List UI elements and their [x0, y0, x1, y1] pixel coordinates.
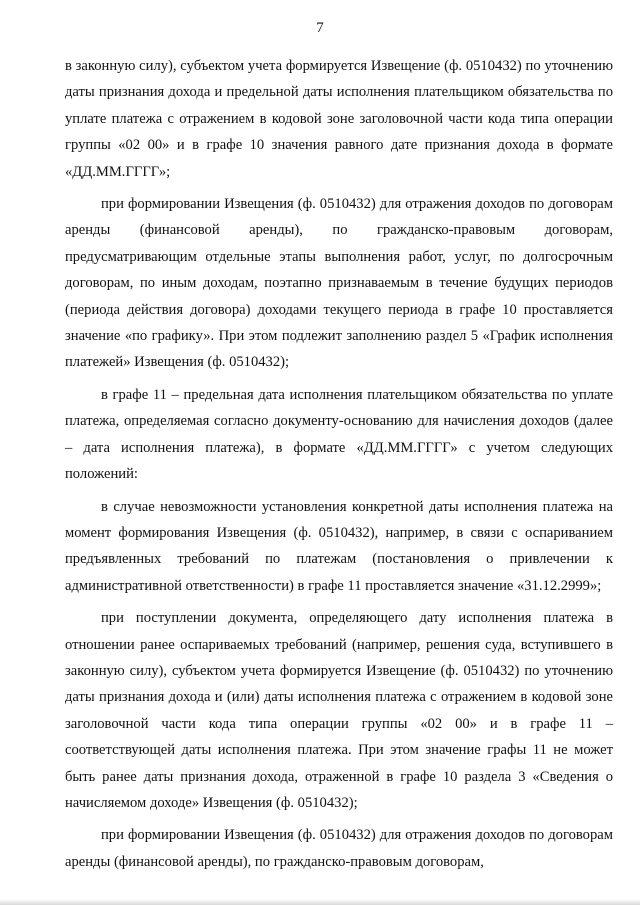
document-body	[65, 53, 613, 881]
paragraph-continuation: в законную силу), субъектом учета формируется Извещение (ф. 0510432) по уточнению даты признания дохода и предельной даты исполнения плательщиком обязательства по уплате платежа с отражением в кодовой зоне заголовочной части кода типа операции группы «02 00» и в графе 10 значения равного дате признания дохода в формате «ДД.ММ.ГГГГ»;	[65, 58, 613, 180]
page-number: 7	[316, 20, 324, 36]
paragraph-column-11-deadline: в графе 11 – предельная дата исполнения плательщиком обязательства по уплате платежа, определяемая согласно документу-основанию для начисления доходов (далее – дата исполнения платежа), в формате «ДД.ММ.ГГГГ» с учетом следующих положений:	[65, 386, 613, 483]
paragraph-undetermined-date: в случае невозможности установления конкретной даты исполнения платежа на момент формирования Извещения (ф. 0510432), например, в связи с оспариванием предъявленных требований по платежам (постановления о привлечении к административной ответственности) в графе 11 проставляется значение «31.12.2999»;	[65, 498, 613, 594]
paragraph-disputed-claims: при поступлении документа, определяющего дату исполнения платежа в отношении ранее оспариваемых требований (например, решения суда, вступившего в законную силу), субъектом учета формируется Извещение (ф. 0510432) по уточнению даты признания дохода и (или) даты исполнения платежа с отражением в кодовой зоне заголовочной части кода типа операции группы «02 00» и в графе 11 – соответствующей даты исполнения платежа. При этом значение графы 11 не может быть ранее даты признания дохода, отраженной в графе 10 раздела 3 «Сведения о начисляемом доходе» Извещения (ф. 0510432);	[65, 610, 613, 811]
page-bottom-edge	[0, 899, 640, 905]
paragraph-lease-income-schedule: при формировании Извещения (ф. 0510432) для отражения доходов по договорам аренды (финансовой аренды), по гражданско-правовым договорам, предусматривающим отдельные этапы выполнения работ, услуг, по долгосрочным договорам, по иным доходам, поэтапно признаваемым в течение будущих периодов (периода действия договора) доходами текущего периода в графе 10 проставляется значение «по графику». При этом подлежит заполнению раздел 5 «График исполнения платежей» Извещения (ф. 0510432);	[65, 196, 613, 371]
paragraph-lease-notice-start: при формировании Извещения (ф. 0510432) для отражения доходов по договорам аренды (финансовой аренды), по гражданско-правовым договорам,	[65, 827, 613, 870]
